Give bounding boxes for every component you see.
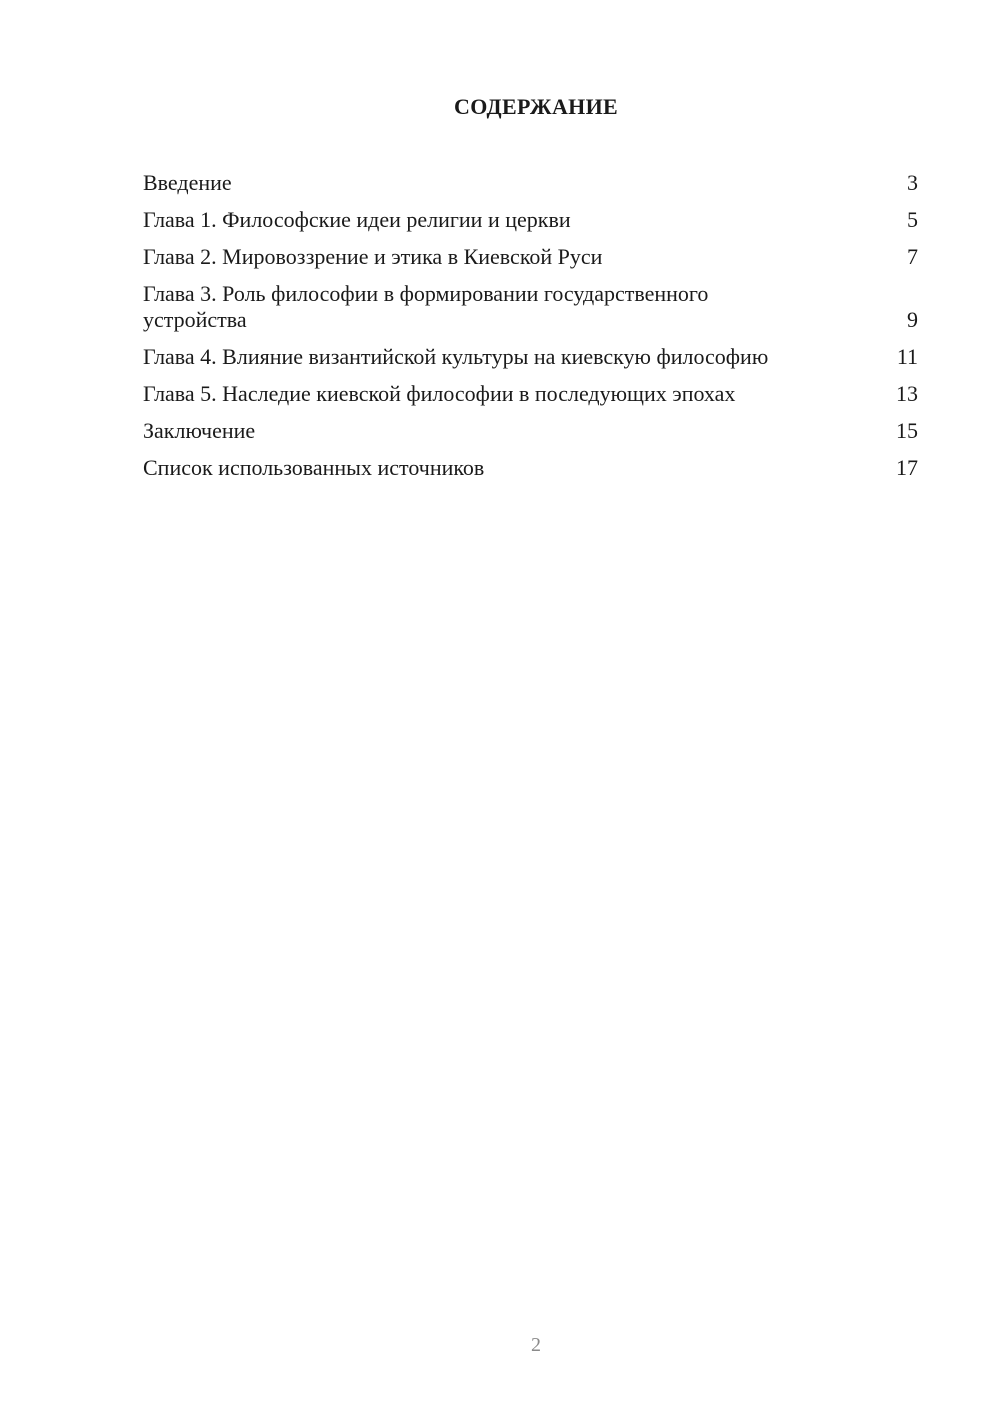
- toc-entry-title: Глава 2. Мировоззрение и этика в Киевской Руси: [143, 244, 603, 269]
- toc-entry-title: Список использованных источников: [143, 455, 485, 480]
- page-number: 2: [531, 1334, 541, 1356]
- toc-entry-page: 5: [907, 207, 918, 232]
- toc-entry-page: 9: [907, 307, 918, 332]
- table-of-contents: [143, 170, 918, 492]
- toc-entry-chapter-1: [143, 207, 918, 233]
- toc-entry-references: [143, 455, 918, 481]
- toc-entry-title: Глава 3. Роль философии в формировании государственного устройства: [143, 281, 709, 332]
- toc-entry-chapter-2: [143, 244, 918, 270]
- toc-entry-chapter-3: [143, 281, 918, 333]
- toc-entry-chapter-5: [143, 381, 918, 407]
- toc-entry-chapter-4: [143, 344, 918, 370]
- toc-entry-title: Глава 4. Влияние византийской культуры на киевскую философию: [143, 344, 769, 369]
- toc-entry-page: 11: [896, 344, 918, 369]
- toc-entry-page: 15: [896, 418, 918, 443]
- page-title: СОДЕРЖАНИЕ: [454, 94, 618, 119]
- toc-entry-page: 13: [896, 381, 918, 406]
- toc-entry-title: Заключение: [143, 418, 256, 443]
- toc-entry-page: 7: [907, 244, 918, 269]
- toc-entry-conclusion: [143, 418, 918, 444]
- toc-entry-page: 3: [907, 170, 918, 195]
- toc-entry-page: 17: [896, 455, 918, 480]
- toc-entry-introduction: [143, 170, 918, 196]
- toc-entry-title: Введение: [143, 170, 232, 195]
- toc-entry-title: Глава 1. Философские идеи религии и церкви: [143, 207, 571, 232]
- toc-entry-title: Глава 5. Наследие киевской философии в последующих эпохах: [143, 381, 736, 406]
